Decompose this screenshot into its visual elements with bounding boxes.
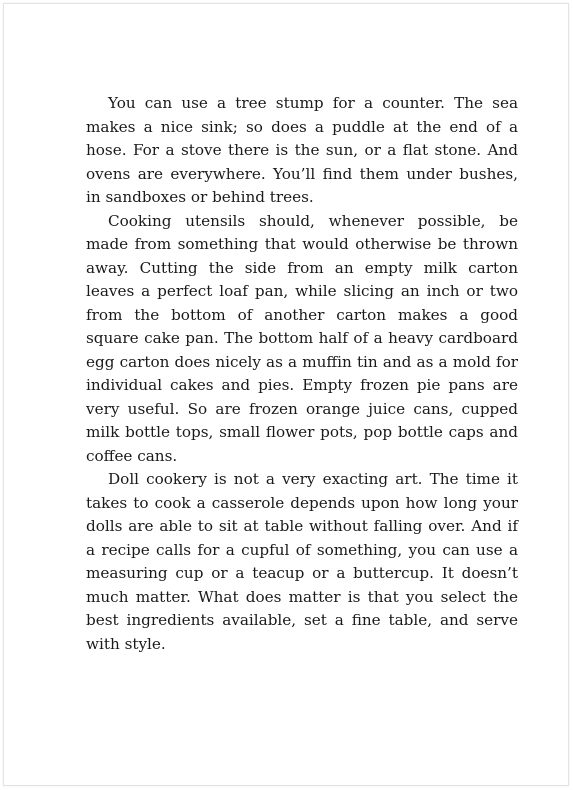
book-page	[3, 3, 569, 786]
paragraph-2: Cooking utensils should, whenever possible, be made from something that would otherwise be thrown away. Cutting the side from an empty milk carton leaves a perfect loaf pan, while slicing an inch or two from the bottom of another carton makes a good square cake pan. The bottom half of a heavy cardboard egg carton does nicely as a muffin tin and as a mold for individual cakes and pies. Empty frozen pie pans are very useful. So are frozen orange juice cans, cupped milk bottle tops, small flower pots, pop bottle caps and coffee cans.	[86, 211, 518, 465]
paragraph-3: Doll cookery is not a very exacting art. The time it takes to cook a casserole depends upon how long your dolls are able to sit at table without falling over. And if a recipe calls for a cupful of something, you can use a measuring cup or a teacup or a buttercup. It doesn’t much matter. What does matter is that you select the best ingredients available, set a fine table, and serve with style.	[86, 470, 518, 653]
paragraph-1: You can use a tree stump for a counter. The sea makes a nice sink; so does a puddle at the end of a hose. For a stove there is the sun, or a flat stone. And ovens are everywhere. You’ll find them under bushes, in sandboxes or behind trees.	[86, 94, 518, 206]
page-text	[86, 92, 518, 656]
